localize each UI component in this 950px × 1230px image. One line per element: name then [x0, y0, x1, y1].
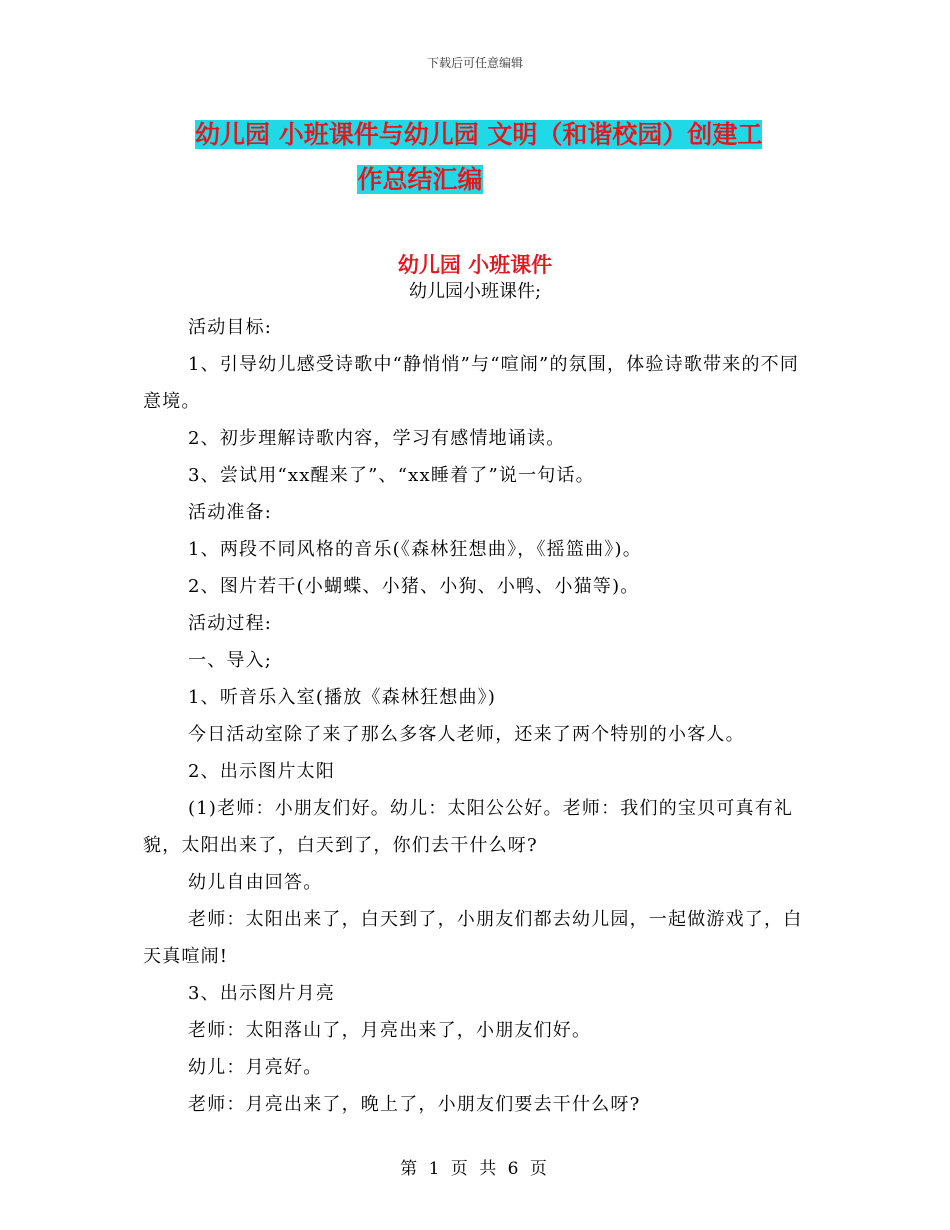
document-title: [195, 112, 815, 202]
paragraph-17: 幼儿：月亮好。: [188, 1057, 323, 1078]
paragraph-3: 3、尝试用“xx醒来了”、“xx睡着了”说一句话。: [188, 465, 595, 486]
subtitle: 幼儿园小班课件;: [408, 281, 542, 302]
paragraph-14: 老师：太阳出来了，白天到了，小朋友们都去幼儿园，一起做游戏了，白天真喧闹!: [143, 909, 803, 967]
title-line-1: 幼儿园 小班课件与幼儿园 文明（和谐校园）创建工: [195, 120, 763, 149]
paragraph-6: 2、图片若干(小蝴蝶、小猪、小狗、小鸭、小猫等)。: [188, 576, 640, 597]
paragraph-11: 2、出示图片太阳: [188, 761, 336, 782]
title-line-2: 作总结汇编: [357, 165, 483, 194]
paragraph-16: 老师：太阳落山了，月亮出来了，小朋友们好。: [188, 1020, 592, 1041]
paragraph-4: 活动准备:: [188, 502, 273, 523]
paragraph-18: 老师：月亮出来了，晚上了，小朋友们要去干什么呀?: [188, 1094, 641, 1115]
paragraph-2: 2、初步理解诗歌内容，学习有感情地诵读。: [188, 428, 566, 449]
paragraph-9: 1、听音乐入室(播放《森林狂想曲》): [188, 687, 497, 708]
paragraph-12: (1)老师：小朋友们好。幼儿：太阳公公好。老师：我们的宝贝可真有礼貌，太阳出来了，白天到了，你们去干什么呀?: [143, 798, 794, 856]
paragraph-15: 3、出示图片月亮: [188, 983, 336, 1004]
paragraph-10: 今日活动室除了来了那么多客人老师，还来了两个特别的小客人。: [188, 724, 745, 745]
header-note: 下载后可任意编辑: [426, 56, 523, 70]
section-title: 幼儿园 小班课件: [397, 253, 553, 277]
paragraph-7: 活动过程:: [188, 613, 273, 634]
page-footer: 第 1 页 共 6 页: [400, 1159, 550, 1179]
paragraph-0: 活动目标:: [188, 317, 273, 338]
paragraph-13: 幼儿自由回答。: [188, 872, 323, 893]
paragraph-8: 一、导入;: [188, 650, 273, 671]
paragraph-5: 1、两段不同风格的音乐(《森林狂想曲》，《摇篮曲》)。: [188, 539, 642, 560]
paragraph-1: 1、引导幼儿感受诗歌中“静悄悄”与“喧闹”的氛围，体验诗歌带来的不同意境。: [143, 354, 800, 412]
